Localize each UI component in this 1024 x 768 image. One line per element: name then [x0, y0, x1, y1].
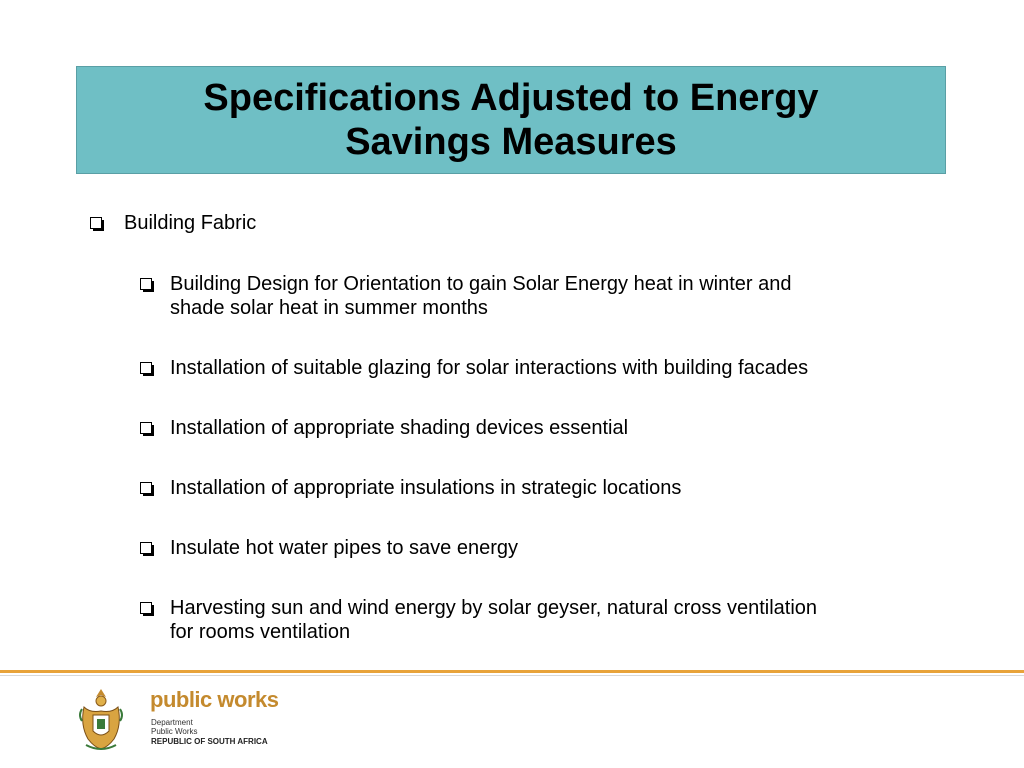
checkbox-bullet-icon [140, 278, 152, 290]
list-item [140, 596, 920, 644]
list-item-text-line-2: shade solar heat in summer months [170, 297, 488, 319]
list-item-text-line-1: Building Design for Orientation to gain Solar Energy heat in winter and [170, 273, 792, 295]
list-item [140, 356, 920, 380]
list-item [140, 416, 920, 440]
list-item [140, 536, 920, 560]
logo-department: Department [151, 718, 193, 727]
list-item [140, 272, 920, 320]
list-item-text-line-1: Harvesting sun and wind energy by solar geyser, natural cross ventilation [170, 597, 818, 619]
section-heading [90, 211, 256, 235]
footer-divider [0, 675, 1024, 676]
checkbox-bullet-icon [140, 422, 152, 434]
slide-title [203, 76, 818, 164]
title-banner [76, 66, 946, 174]
logo-public-works: Public Works [151, 727, 198, 736]
section-label: Building Fabric [124, 212, 257, 234]
title-line-1: Specifications Adjusted to Energy [203, 77, 819, 119]
checkbox-bullet-icon [140, 362, 152, 374]
footer-accent-line [0, 670, 1024, 673]
coat-of-arms-icon [76, 685, 126, 753]
list-item-text: Installation of suitable glazing for solar interactions with building facades [170, 357, 809, 379]
title-line-2: Savings Measures [345, 121, 677, 163]
logo-country: REPUBLIC OF SOUTH AFRICA [151, 737, 268, 746]
list-item-text: Installation of appropriate shading devices essential [170, 417, 629, 439]
logo-title: public works [150, 687, 279, 712]
list-item [140, 476, 920, 500]
list-item-text-line-2: for rooms ventilation [170, 621, 351, 643]
checkbox-bullet-icon [140, 602, 152, 614]
checkbox-bullet-icon [90, 217, 102, 229]
checkbox-bullet-icon [140, 542, 152, 554]
checkbox-bullet-icon [140, 482, 152, 494]
list-item-text: Insulate hot water pipes to save energy [170, 537, 518, 559]
list-item-text: Installation of appropriate insulations in strategic locations [170, 477, 682, 499]
